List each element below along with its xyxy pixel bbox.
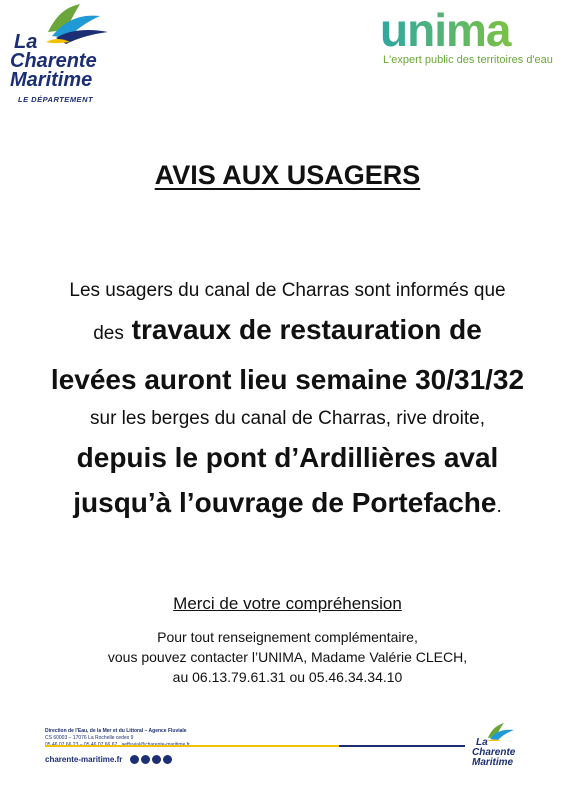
facebook-icon[interactable]: [152, 755, 161, 764]
footer-charente-maritime-logo: [470, 722, 540, 774]
footer-logo-la: La: [476, 737, 488, 748]
notice-line-5: depuis le pont d’Ardillières aval: [76, 442, 499, 473]
footer-address: CS 60003 – 17076 La Rochelle cedex 9: [45, 735, 134, 741]
notice-line-6: [0, 487, 575, 519]
notice-line-2-bold: travaux de restauration de: [131, 314, 482, 345]
unima-wordmark: [380, 10, 560, 54]
page-title: AVIS AUX USAGERS: [154, 160, 421, 190]
contact-line-1: Pour tout renseignement complémentaire,: [157, 629, 418, 645]
notice-line-4: sur les berges du canal de Charras, rive droite,: [90, 408, 485, 429]
notice-line-3: levées auront lieu semaine 30/31/32: [50, 364, 525, 395]
contact-line-3: au 06.13.79.61.31 ou 05.46.34.34.10: [172, 669, 403, 685]
twitter-icon[interactable]: [141, 755, 150, 764]
notice-line-2-prefix: des: [93, 323, 124, 344]
unima-logo: [380, 10, 560, 70]
footer-direction: Direction de l'Eau, de la Mer et du Littoral – Agence Fluviale: [45, 728, 187, 734]
youtube-icon[interactable]: [163, 755, 172, 764]
logo-word-la: La: [14, 31, 38, 53]
logo-word-maritime: Maritime: [10, 69, 93, 91]
footer-website-link[interactable]: charente-maritime.fr: [45, 755, 123, 764]
instagram-icon[interactable]: [130, 755, 139, 764]
unima-tagline: L'expert public des territoires d'eau: [383, 54, 553, 66]
contact-line-2: vous pouvez contacter l’UNIMA, Madame Valérie CLECH,: [107, 649, 468, 665]
thanks-text: Merci de votre compréhension: [173, 594, 402, 613]
footer-logo-maritime: Maritime: [472, 757, 514, 768]
svg-text:unima: unima: [380, 10, 511, 54]
charente-maritime-logo: [8, 2, 118, 107]
footer-divider: [45, 745, 465, 747]
logo-word-charente: Charente: [10, 50, 97, 72]
logo-subtitle: LE DÉPARTEMENT: [18, 95, 94, 104]
notice-line-2: [0, 314, 575, 346]
footer-logo-charente: Charente: [472, 747, 516, 758]
notice-line-6-bold: jusqu’à l’ouvrage de Portefache: [73, 487, 497, 518]
notice-line-6-suffix: .: [496, 496, 502, 517]
notice-line-1: Les usagers du canal de Charras sont informés que: [69, 280, 506, 301]
